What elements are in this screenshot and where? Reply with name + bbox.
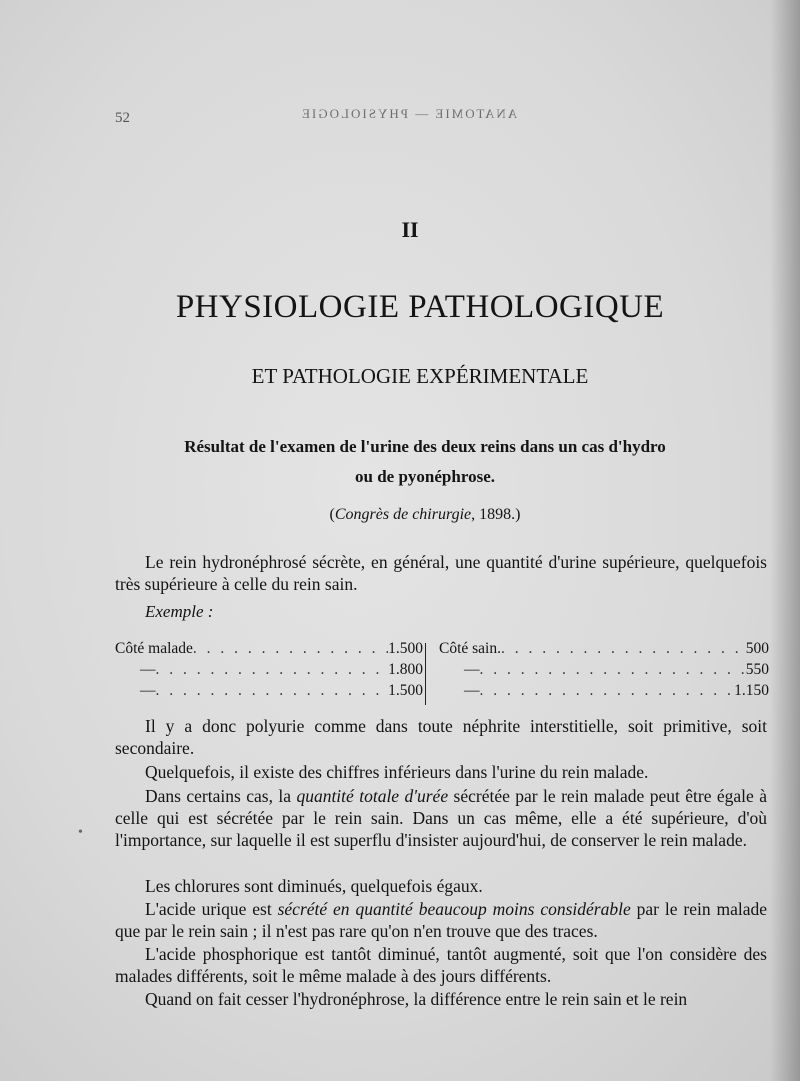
p4-italic: quantité totale d'urée bbox=[296, 786, 449, 806]
section-title: PHYSIOLOGIE PATHOLOGIQUE bbox=[175, 289, 665, 325]
p4-start: Dans certains cas, la bbox=[145, 786, 297, 806]
leader-dots bbox=[480, 661, 746, 679]
leader-dots bbox=[156, 661, 389, 679]
table-row bbox=[115, 682, 770, 703]
section-number: II bbox=[401, 217, 419, 242]
right-label: Côté sain. bbox=[439, 640, 501, 657]
left-value: 1.500 bbox=[388, 640, 423, 657]
p6-italic: sécrété en quantité beaucoup moins considérable bbox=[277, 899, 631, 919]
p4-end: sécrétée par le rein malade peut être égale à celle qui est sécrétée par le rein sain. Dans un cas même, elle a été supérieure, d'où l'importance, sur laquelle il est superflu d'insister aujourd'hui, de conserver le rein malade. bbox=[115, 786, 767, 850]
comparison-table bbox=[115, 640, 770, 703]
right-value: 1.150 bbox=[734, 682, 769, 699]
page-number: 52 bbox=[115, 110, 130, 126]
right-value: 550 bbox=[745, 661, 769, 678]
table-row bbox=[115, 640, 770, 661]
article-reference bbox=[0, 506, 800, 524]
ref-open: ( bbox=[329, 506, 335, 523]
left-label: Côté malade bbox=[115, 640, 193, 657]
left-label-dash: — bbox=[140, 682, 156, 699]
paragraph-5: Les chlorures sont diminués, quelquefois égaux. bbox=[145, 876, 483, 896]
left-label-dash: — bbox=[140, 661, 156, 678]
example-label: Exemple : bbox=[145, 602, 214, 621]
article-title-line2: ou de pyonéphrose. bbox=[355, 467, 495, 486]
paragraph-8: Quand on fait cesser l'hydronéphrose, la différence entre le rein sain et le rein bbox=[145, 989, 688, 1009]
left-value: 1.800 bbox=[388, 661, 423, 678]
right-value: 500 bbox=[745, 640, 769, 657]
table-row bbox=[115, 661, 770, 682]
leader-dots bbox=[193, 640, 388, 658]
ref-year: , 1898.) bbox=[471, 506, 521, 523]
ink-spot: • bbox=[78, 825, 83, 840]
paragraph-7: L'acide phosphorique est tantôt diminué, tantôt augmenté, soit que l'on considère des malades différents, soit le même malade à des jours différents. bbox=[115, 944, 767, 986]
p6-start: L'acide urique est bbox=[145, 899, 278, 919]
article-title-line1: Résultat de l'examen de l'urine des deux reins dans un cas d'hydro bbox=[184, 437, 666, 456]
leader-dots bbox=[501, 640, 746, 658]
mirrored-running-head: ANATOMIE — PHYSIOLOGIE bbox=[300, 106, 518, 121]
paragraph-1: Le rein hydronéphrosé sécrète, en général, une quantité d'urine supérieure, quelquefois très supérieure à celle du rein sain. bbox=[115, 552, 767, 594]
right-label-dash: — bbox=[464, 682, 480, 699]
paragraph-3: Quelquefois, il existe des chiffres inférieurs dans l'urine du rein malade. bbox=[145, 762, 649, 782]
leader-dots bbox=[156, 682, 389, 700]
paragraph-2: Il y a donc polyurie comme dans toute néphrite interstitielle, soit primitive, soit secondaire. bbox=[115, 716, 767, 758]
ref-source: Congrès de chirurgie bbox=[334, 506, 472, 523]
left-value: 1.500 bbox=[388, 682, 423, 699]
right-label-dash: — bbox=[464, 661, 480, 678]
paragraph-4 bbox=[115, 785, 767, 851]
leader-dots bbox=[480, 682, 735, 700]
paragraph-6 bbox=[115, 898, 767, 942]
section-subtitle: ET PATHOLOGIE EXPÉRIMENTALE bbox=[251, 364, 589, 388]
p6-end: par le rein malade que par le rein sain ; il n'est pas rare qu'on n'en trouve que des traces. bbox=[115, 899, 767, 941]
